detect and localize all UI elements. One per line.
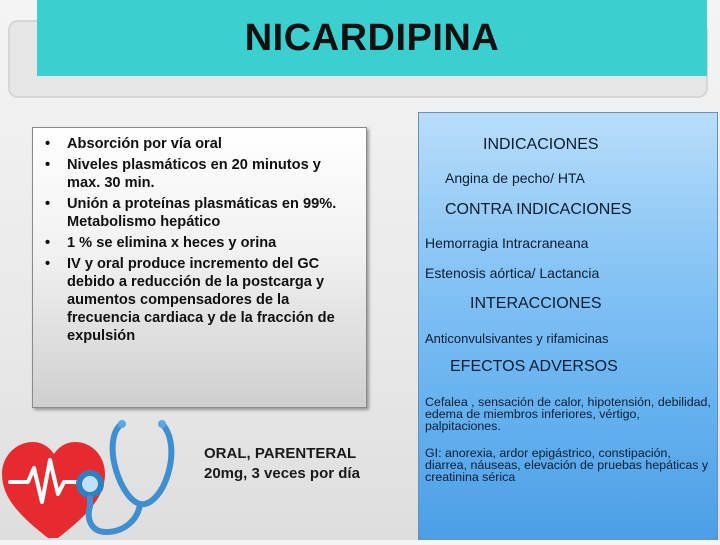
contra-item: Hemorragia Intracraneana xyxy=(425,235,589,251)
bullet-item: • Absorción por vía oral xyxy=(67,135,356,153)
pharmacokinetics-list xyxy=(33,128,366,345)
indicaciones-heading: INDICACIONES xyxy=(483,136,599,153)
bullet-item: • Niveles plasmáticos en 20 minutos y max. 30 min. xyxy=(67,156,356,192)
bullet-item: • Unión a proteínas plasmáticas en 99%. Metabolismo hepático xyxy=(67,195,356,231)
indicaciones-text: Angina de pecho/ HTA xyxy=(445,170,585,186)
bullet-item: • IV y oral produce incremento del GC debido a reducción de la postcarga y aumentos compensadores de la frecuencia cardiaca y de la fracción de expulsión xyxy=(67,255,356,345)
efectos-text: Cefalea , sensación de calor, hipotensión, debilidad, edema de miembros inferiores, vértigo, palpitaciones. xyxy=(425,395,711,433)
clinical-info-panel xyxy=(418,112,718,540)
heart-stethoscope-icon xyxy=(0,420,200,540)
efectos-gi-text: GI: anorexia, ardor epigástrico, constipación, diarrea, náuseas, elevación de pruebas hepáticas y creatinina sérica xyxy=(425,446,709,484)
contra-indicaciones-heading: CONTRA INDICACIONES xyxy=(445,201,632,218)
interacciones-heading: INTERACCIONES xyxy=(470,295,602,312)
efectos-adversos-heading: EFECTOS ADVERSOS xyxy=(450,358,618,375)
slide-title: NICARDIPINA xyxy=(244,16,500,59)
dosage-text xyxy=(204,444,360,484)
contra-item: Estenosis aórtica/ Lactancia xyxy=(425,265,600,281)
interacciones-text: Anticonvulsivantes y rifamicinas xyxy=(425,331,609,346)
title-bar xyxy=(37,0,707,76)
pharmacokinetics-panel xyxy=(32,127,367,408)
bullet-item: • 1 % se elimina x heces y orina xyxy=(67,234,356,252)
dosage-route: ORAL, PARENTERAL xyxy=(204,445,357,462)
dosage-amount: 20mg, 3 veces por día xyxy=(204,465,360,482)
